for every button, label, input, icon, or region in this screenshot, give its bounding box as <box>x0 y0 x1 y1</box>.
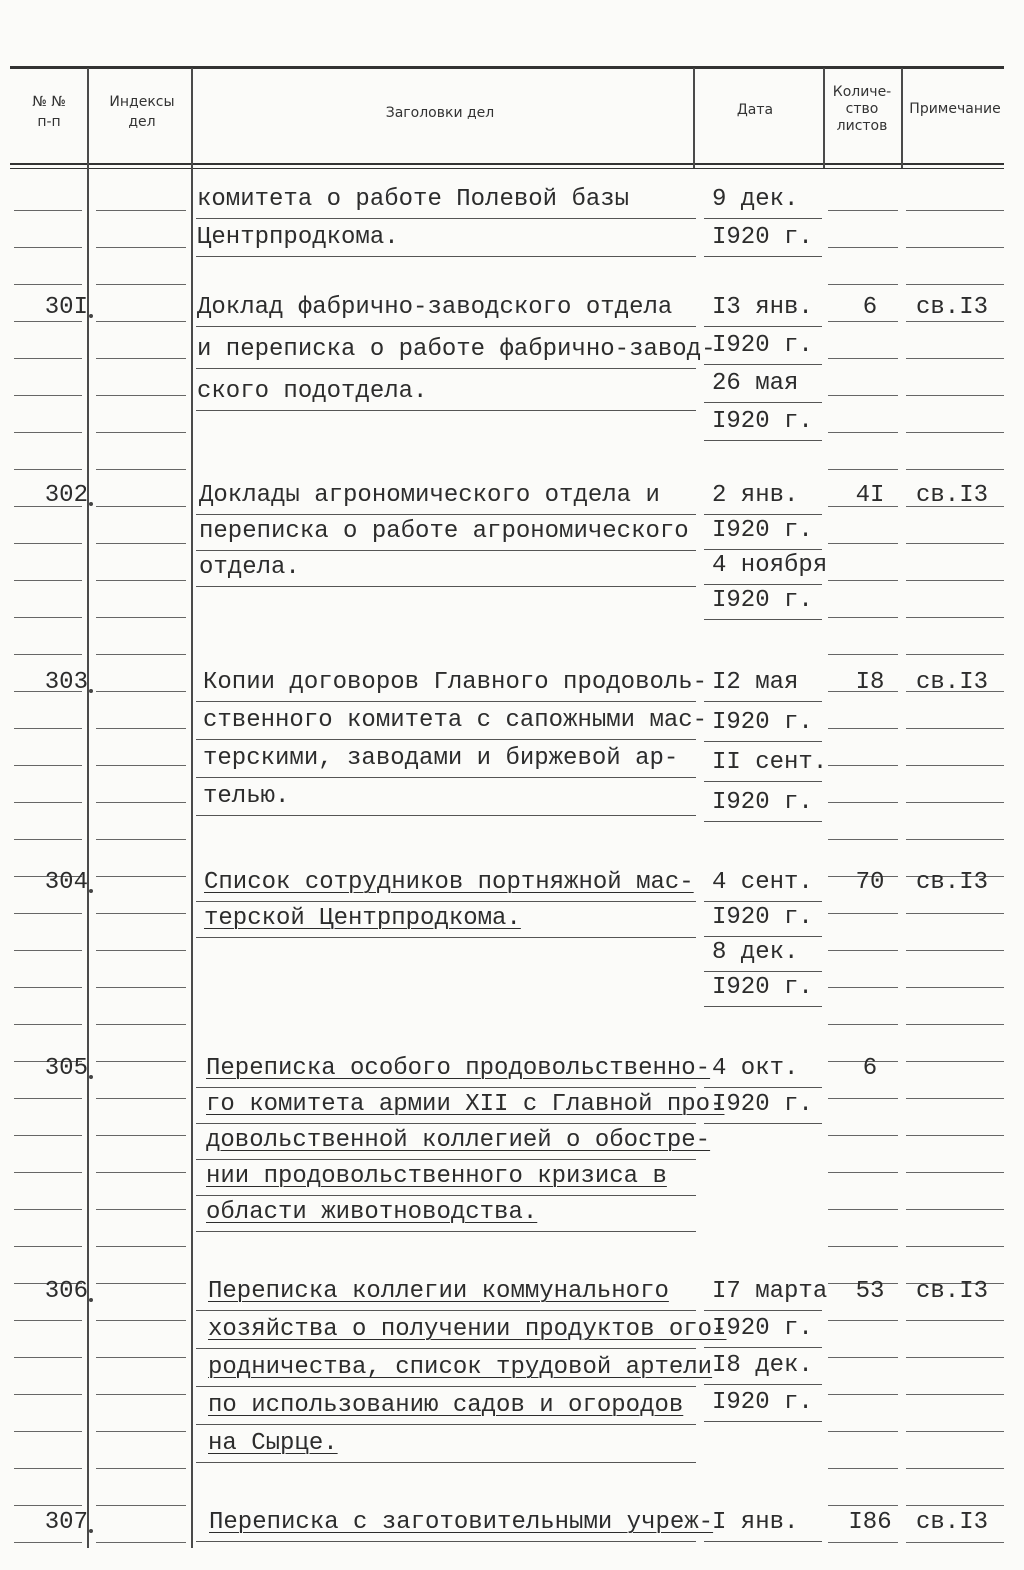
ruled-line-left <box>14 1024 82 1025</box>
case-title-line: на Сырце. <box>208 1430 338 1457</box>
row-number-marker <box>89 1075 93 1079</box>
ruled-line-sheets <box>828 802 898 803</box>
title-underline <box>196 1348 696 1349</box>
title-underline <box>196 1310 696 1311</box>
date-underline <box>704 971 822 972</box>
title-underline <box>196 218 696 219</box>
ruled-line-left <box>14 728 82 729</box>
header-note: Примечание <box>909 101 1001 117</box>
case-title-line: Доклад фабрично-заводского отдела <box>197 294 673 321</box>
ruled-line-index <box>96 469 186 470</box>
case-title-line: Переписка особого продовольственно- <box>206 1055 711 1082</box>
case-title-line: по использованию садов и огородов <box>208 1392 684 1419</box>
title-underline <box>196 1159 696 1160</box>
ruled-line-sheets <box>828 1542 898 1543</box>
ruled-line-left <box>14 1209 82 1210</box>
ruled-line-note <box>906 1468 1004 1469</box>
box-note: св.I3 <box>916 294 989 321</box>
title-underline <box>196 326 696 327</box>
case-date-line: 8 дек. <box>712 939 799 966</box>
case-date-line: I920 г. <box>712 1091 813 1118</box>
case-date-line: I8 дек. <box>712 1352 813 1379</box>
row-number: 30I <box>44 294 88 321</box>
ruled-line-sheets <box>828 358 898 359</box>
ruled-line-sheets <box>828 1357 898 1358</box>
ruled-line-index <box>96 987 186 988</box>
title-underline <box>196 1462 696 1463</box>
case-date-line: I920 г. <box>712 224 813 251</box>
ruled-line-sheets <box>828 1246 898 1247</box>
case-date-line: I920 г. <box>712 709 813 736</box>
ruled-line-note <box>906 284 1004 285</box>
ruled-line-note <box>906 765 1004 766</box>
row-number: 307 <box>44 1509 88 1536</box>
ruled-line-sheets <box>828 617 898 618</box>
row-number: 304 <box>44 869 88 896</box>
ruled-line-index <box>96 395 186 396</box>
ruled-line-sheets <box>828 1024 898 1025</box>
title-underline <box>196 1195 696 1196</box>
title-underline <box>196 550 696 551</box>
ruled-line-left <box>14 913 82 914</box>
case-title-line: Доклады агрономического отдела и <box>199 482 660 509</box>
ruled-line-sheets <box>828 247 898 248</box>
ruled-line-index <box>96 728 186 729</box>
ruled-line-note <box>906 210 1004 211</box>
ruled-line-note <box>906 802 1004 803</box>
case-date-line: I7 марта <box>712 1278 828 1305</box>
case-title-line: и переписка о работе фабрично-завод- <box>197 336 716 363</box>
ruled-line-left <box>14 987 82 988</box>
title-underline <box>196 777 696 778</box>
case-title-line: Копии договоров Главного продоволь- <box>203 669 708 696</box>
case-title-line: Список сотрудников портняжной мас- <box>204 869 694 896</box>
sheet-count: 4I <box>855 482 885 509</box>
date-underline <box>704 1541 822 1542</box>
column-divider-1 <box>87 68 89 1548</box>
title-underline <box>196 1231 696 1232</box>
case-date-line: I920 г. <box>712 517 813 544</box>
ruled-line-note <box>906 395 1004 396</box>
date-underline <box>704 549 822 550</box>
ruled-line-left <box>14 654 82 655</box>
case-title-line: Переписка с заготовительными учреж- <box>209 1509 714 1536</box>
case-title-line: хозяйства о получении продуктов ого- <box>208 1316 727 1343</box>
title-underline <box>196 901 696 902</box>
case-date-line: I920 г. <box>712 1389 813 1416</box>
ruled-line-index <box>96 913 186 914</box>
ruled-line-note <box>906 1135 1004 1136</box>
ruled-line-sheets <box>828 1209 898 1210</box>
case-title-line: отдела. <box>199 554 300 581</box>
ruled-line-sheets <box>828 321 898 322</box>
sheet-count: I86 <box>848 1509 892 1536</box>
ruled-line-sheets <box>828 432 898 433</box>
ruled-line-left <box>14 1320 82 1321</box>
case-date-line: I3 янв. <box>712 294 813 321</box>
ruled-line-left <box>14 765 82 766</box>
ruled-line-note <box>906 469 1004 470</box>
ruled-line-note <box>906 1320 1004 1321</box>
ruled-line-note <box>906 839 1004 840</box>
row-number-marker <box>89 889 93 893</box>
case-date-line: I920 г. <box>712 587 813 614</box>
title-underline <box>196 739 696 740</box>
ruled-line-left <box>14 802 82 803</box>
ruled-line-note <box>906 1098 1004 1099</box>
row-number: 303 <box>44 669 88 696</box>
case-date-line: I янв. <box>712 1509 799 1536</box>
ruled-line-note <box>906 321 1004 322</box>
case-date-line: 4 окт. <box>712 1055 799 1082</box>
ruled-line-left <box>14 432 82 433</box>
ruled-line-index <box>96 247 186 248</box>
ruled-line-left <box>14 1394 82 1395</box>
box-note: св.I3 <box>916 869 989 896</box>
date-underline <box>704 326 822 327</box>
ruled-line-sheets <box>828 543 898 544</box>
title-underline <box>196 256 696 257</box>
ruled-line-sheets <box>828 1505 898 1506</box>
column-divider-2 <box>191 68 193 1548</box>
date-underline <box>704 936 822 937</box>
title-underline <box>196 937 696 938</box>
title-underline <box>196 1123 696 1124</box>
ruled-line-note <box>906 543 1004 544</box>
case-date-line: I2 мая <box>712 669 799 696</box>
date-underline <box>704 1310 822 1311</box>
date-underline <box>704 440 822 441</box>
header-top-rule <box>10 66 1004 69</box>
ruled-line-index <box>96 1061 186 1062</box>
ruled-line-left <box>14 1468 82 1469</box>
row-number-marker <box>89 1298 93 1302</box>
row-number-marker <box>89 502 93 506</box>
ruled-line-sheets <box>828 1320 898 1321</box>
ruled-line-index <box>96 580 186 581</box>
sheet-count: 6 <box>862 1055 878 1082</box>
ruled-line-index <box>96 1098 186 1099</box>
ruled-line-sheets <box>828 1431 898 1432</box>
ruled-line-left <box>14 358 82 359</box>
ruled-line-sheets <box>828 469 898 470</box>
ruled-line-index <box>96 1135 186 1136</box>
box-note: св.I3 <box>916 1278 989 1305</box>
title-underline <box>196 701 696 702</box>
case-date-line: I920 г. <box>712 1315 813 1342</box>
ruled-line-sheets <box>828 1098 898 1099</box>
column-divider-3 <box>693 68 695 168</box>
date-underline <box>704 364 822 365</box>
case-date-line: I920 г. <box>712 408 813 435</box>
ruled-line-left <box>14 469 82 470</box>
ruled-line-note <box>906 1505 1004 1506</box>
case-title-line: комитета о работе Полевой базы <box>197 186 630 213</box>
ruled-line-left <box>14 1172 82 1173</box>
ruled-line-note <box>906 913 1004 914</box>
ruled-line-left <box>14 543 82 544</box>
ruled-line-index <box>96 358 186 359</box>
ruled-line-index <box>96 765 186 766</box>
ruled-line-sheets <box>828 987 898 988</box>
ruled-line-index <box>96 1209 186 1210</box>
ruled-line-left <box>14 580 82 581</box>
ruled-line-note <box>906 580 1004 581</box>
case-title-line: Переписка коллегии коммунального <box>208 1278 669 1305</box>
sheet-count: 53 <box>855 1278 885 1305</box>
row-number-marker <box>89 1529 93 1533</box>
date-underline <box>704 619 822 620</box>
ruled-line-index <box>96 839 186 840</box>
row-number-marker <box>89 689 93 693</box>
ruled-line-left <box>14 1135 82 1136</box>
header-title: Заголовки дел <box>385 105 495 121</box>
ruled-line-sheets <box>828 765 898 766</box>
ruled-line-index <box>96 321 186 322</box>
case-date-line: 4 сент. <box>712 869 813 896</box>
case-title-line: телью. <box>203 783 290 810</box>
ruled-line-note <box>906 654 1004 655</box>
box-note: св.I3 <box>916 1509 989 1536</box>
case-title-line: ственного комитета с сапожными мас- <box>203 707 708 734</box>
header-bottom-rule-2 <box>10 168 1004 169</box>
ruled-line-index <box>96 1468 186 1469</box>
header-number: № № п-п <box>32 94 66 131</box>
ruled-line-note <box>906 1246 1004 1247</box>
ruled-line-note <box>906 1172 1004 1173</box>
header-bottom-rule <box>10 163 1004 165</box>
case-title-line: терской Центрпродкома. <box>204 905 521 932</box>
date-underline <box>704 1421 822 1422</box>
date-underline <box>704 1347 822 1348</box>
ruled-line-sheets <box>828 395 898 396</box>
ruled-line-note <box>906 950 1004 951</box>
header-sheets: Количе- ство листов <box>832 84 892 134</box>
row-number-marker <box>89 314 93 318</box>
ruled-line-sheets <box>828 284 898 285</box>
case-date-line: I920 г. <box>712 904 813 931</box>
case-date-line: I920 г. <box>712 974 813 1001</box>
ruled-line-note <box>906 728 1004 729</box>
title-underline <box>196 1541 696 1542</box>
case-title-line: нии продовольственного кризиса в <box>206 1163 667 1190</box>
date-underline <box>704 1384 822 1385</box>
title-underline <box>196 1087 696 1088</box>
header-index: Индексы дел <box>109 94 175 131</box>
title-underline <box>196 815 696 816</box>
date-underline <box>704 821 822 822</box>
ruled-line-left <box>14 950 82 951</box>
ruled-line-note <box>906 987 1004 988</box>
date-underline <box>704 1006 822 1007</box>
date-underline <box>704 1123 822 1124</box>
title-underline <box>196 586 696 587</box>
ruled-line-index <box>96 1024 186 1025</box>
header-date: Дата <box>736 102 774 118</box>
ruled-line-index <box>96 1246 186 1247</box>
ruled-line-sheets <box>828 728 898 729</box>
ruled-line-index <box>96 1283 186 1284</box>
ruled-line-index <box>96 1172 186 1173</box>
ruled-line-left <box>14 617 82 618</box>
ruled-line-note <box>906 617 1004 618</box>
ruled-line-note <box>906 1431 1004 1432</box>
box-note: св.I3 <box>916 482 989 509</box>
ruled-line-left <box>14 1098 82 1099</box>
row-number: 305 <box>44 1055 88 1082</box>
ruled-line-sheets <box>828 1135 898 1136</box>
ruled-line-sheets <box>828 913 898 914</box>
ruled-line-index <box>96 1320 186 1321</box>
ruled-line-index <box>96 1394 186 1395</box>
date-underline <box>704 256 822 257</box>
title-underline <box>196 1424 696 1425</box>
title-underline <box>196 410 696 411</box>
date-underline <box>704 701 822 702</box>
column-divider-4 <box>823 68 825 168</box>
case-title-line: довольственной коллегией о обостре- <box>206 1127 711 1154</box>
ruled-line-index <box>96 876 186 877</box>
date-underline <box>704 741 822 742</box>
ruled-line-note <box>906 1209 1004 1210</box>
date-underline <box>704 584 822 585</box>
ruled-line-note <box>906 1357 1004 1358</box>
ruled-line-index <box>96 1505 186 1506</box>
ruled-line-left <box>14 1431 82 1432</box>
case-title-line: родничества, список трудовой артели <box>208 1354 713 1381</box>
title-underline <box>196 514 696 515</box>
ruled-line-sheets <box>828 210 898 211</box>
sheet-count: 6 <box>862 294 878 321</box>
ruled-line-sheets <box>828 1394 898 1395</box>
ruled-line-index <box>96 617 186 618</box>
case-date-line: 2 янв. <box>712 482 799 509</box>
ruled-line-index <box>96 691 186 692</box>
row-number: 302 <box>44 482 88 509</box>
ruled-line-index <box>96 284 186 285</box>
ruled-line-note <box>906 358 1004 359</box>
ruled-line-left <box>14 210 82 211</box>
ruled-line-left <box>14 321 82 322</box>
ruled-line-left <box>14 1505 82 1506</box>
ruled-line-left <box>14 284 82 285</box>
title-underline <box>196 368 696 369</box>
ruled-line-index <box>96 432 186 433</box>
ruled-line-index <box>96 802 186 803</box>
ruled-line-left <box>14 1542 82 1543</box>
sheet-count: 70 <box>855 869 885 896</box>
sheet-count: I8 <box>855 669 885 696</box>
case-title-line: переписка о работе агрономического <box>199 518 689 545</box>
case-title-line: го комитета армии XII с Главной про- <box>206 1091 725 1118</box>
row-number: 306 <box>44 1278 88 1305</box>
title-underline <box>196 1386 696 1387</box>
case-date-line: 26 мая <box>712 370 799 397</box>
case-date-line: II сент. <box>712 749 828 776</box>
column-divider-5 <box>901 68 903 168</box>
ruled-line-left <box>14 839 82 840</box>
ruled-line-note <box>906 247 1004 248</box>
ruled-line-index <box>96 1431 186 1432</box>
case-date-line: 9 дек. <box>712 186 799 213</box>
ruled-line-index <box>96 950 186 951</box>
case-date-line: 4 ноября <box>712 552 828 579</box>
date-underline <box>704 781 822 782</box>
date-underline <box>704 1087 822 1088</box>
ruled-line-sheets <box>828 1172 898 1173</box>
case-title-line: области животноводства. <box>206 1199 538 1226</box>
case-title-line: терскими, заводами и биржевой ар- <box>203 745 679 772</box>
ruled-line-sheets <box>828 1468 898 1469</box>
ruled-line-left <box>14 1357 82 1358</box>
ruled-line-index <box>96 1357 186 1358</box>
date-underline <box>704 514 822 515</box>
ruled-line-sheets <box>828 654 898 655</box>
ruled-line-index <box>96 210 186 211</box>
date-underline <box>704 402 822 403</box>
ruled-line-left <box>14 247 82 248</box>
ruled-line-note <box>906 432 1004 433</box>
ruled-line-sheets <box>828 580 898 581</box>
ruled-line-left <box>14 395 82 396</box>
case-date-line: I920 г. <box>712 332 813 359</box>
date-underline <box>704 901 822 902</box>
ruled-line-note <box>906 1394 1004 1395</box>
ruled-line-note <box>906 1061 1004 1062</box>
ruled-line-note <box>906 1024 1004 1025</box>
case-date-line: I920 г. <box>712 789 813 816</box>
ruled-line-index <box>96 543 186 544</box>
ruled-line-index <box>96 1542 186 1543</box>
box-note: св.I3 <box>916 669 989 696</box>
case-title-line: Центрпродкома. <box>197 224 399 251</box>
ruled-line-left <box>14 1246 82 1247</box>
date-underline <box>704 218 822 219</box>
ruled-line-sheets <box>828 839 898 840</box>
ruled-line-sheets <box>828 950 898 951</box>
ruled-line-note <box>906 1542 1004 1543</box>
case-title-line: ского подотдела. <box>197 378 428 405</box>
ruled-line-index <box>96 506 186 507</box>
ruled-line-index <box>96 654 186 655</box>
